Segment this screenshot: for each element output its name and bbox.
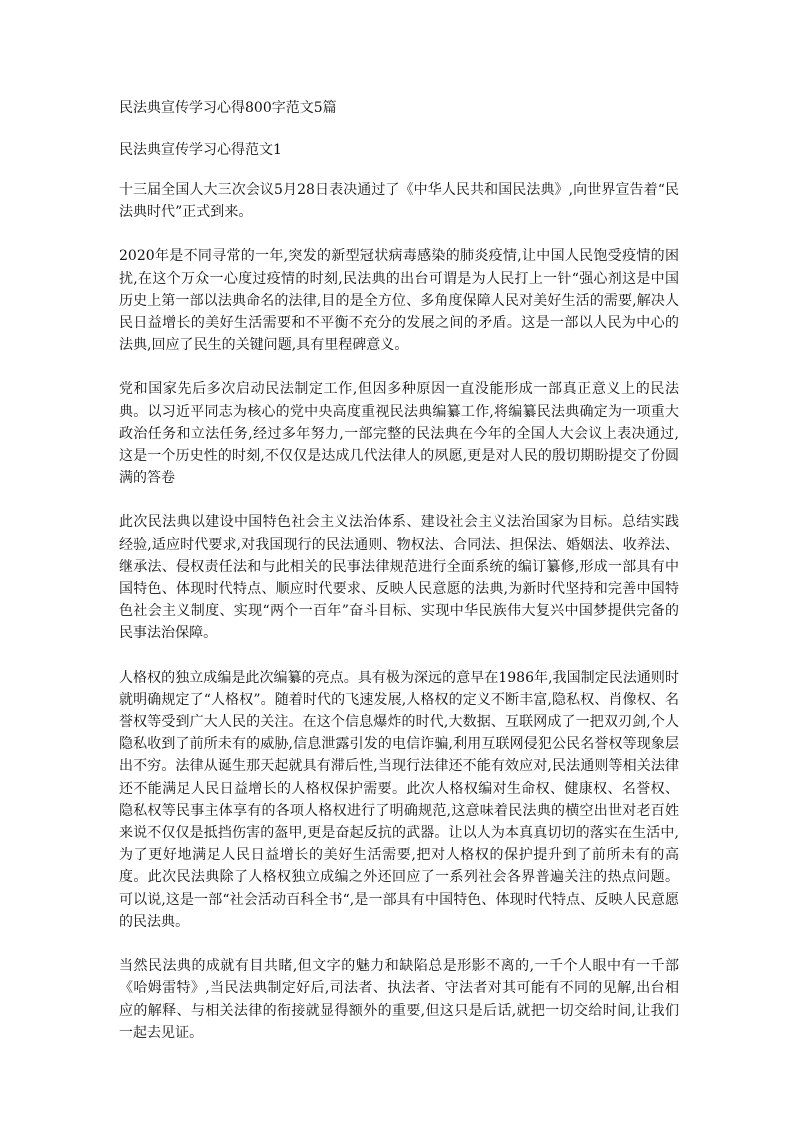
paragraph-1: 十三届全国人大三次会议5月28日表决通过了《中华人民共和国民法典》,向世界宣告着“民法典时代”正式到来。 <box>119 182 679 221</box>
document-title: 民法典宣传学习心得800字范文5篇 <box>119 100 337 116</box>
paragraph-6: 当然民法典的成就有目共睹,但文字的魅力和缺陷总是形影不离的,一千个人眼中有一千部《哈姆雷特》,当民法典制定好后,司法者、执法者、守法者对其可能有不同的见解,出台相应的解释、与相关法律的衔接就显得额外的重要,但这只是后话,就把一切交给时间,让我们一起去见证。 <box>119 958 679 1041</box>
section-title: 民法典宣传学习心得范文1 <box>119 142 282 158</box>
paragraph-5: 人格权的独立成编是此次编纂的亮点。具有极为深远的意早在1986年,我国制定民法通则时就明确规定了“人格权”。随着时代的飞速发展,人格权的定义不断丰富,隐私权、肖像权、名誉权等受到广大人民的关注。在这个信息爆炸的时代,大数据、互联网成了一把双刃剑,个人隐私收到了前所未有的威胁,信息泄露引发的电信诈骗,利用互联网侵犯公民名誉权等现象层出不穷。法律从诞生那天起就具有滞后性,当现行法律还不能有效应对,民法通则等相关法律还不能满足人民日益增长的人格权保护需要。此次人格权编对生命权、健康权、名誉权、隐私权等民事主体享有的各项人格权进行了明确规范,这意味着民法典的横空出世对老百姓来说不仅仅是抵挡伤害的盔甲,更是奋起反抗的武器。让以人为本真真切切的落实在生活中,为了更好地满足人民日益增长的美好生活需要,把对人格权的保护提升到了前所未有的高度。此次民法典除了人格权独立成编之外还回应了一系列社会各界普遍关注的热点问题。可以说,这是一部“社会活动百科全书“,是一部具有中国特色、体现时代特点、反映人民意愿的民法典。 <box>119 669 679 930</box>
document-body <box>119 179 679 1066</box>
paragraph-4: 此次民法典以建设中国特色社会主义法治体系、建设社会主义法治国家为目标。总结实践经验,适应时代要求,对我国现行的民法通则、物权法、合同法、担保法、婚姻法、收养法、继承法、侵权责任法和与此相关的民事法律规范进行全面系统的编订纂修,形成一部具有中国特色、体现时代特点、顺应时代要求、反映人民意愿的法典,为新时代坚持和完善中国特色社会主义制度、实现“两个一百年”奋斗目标、实现中华民族伟大复兴中国梦提供完备的民事法治保障。 <box>119 514 679 642</box>
paragraph-3: 党和国家先后多次启动民法制定工作,但因多种原因一直没能形成一部真正意义上的民法典。以习近平同志为核心的党中央高度重视民法典编纂工作,将编纂民法典确定为一项重大政治任务和立法任务,经过多年努力,一部完整的民法典在今年的全国人大会议上表决通过,这是一个历史性的时刻,不仅仅是达成几代法律人的夙愿,更是对人民的殷切期盼提交了份圆满的答卷 <box>119 381 679 487</box>
paragraph-2: 2020年是不同寻常的一年,突发的新型冠状病毒感染的肺炎疫情,让中国人民饱受疫情的困扰,在这个万众一心度过疫情的时刻,民法典的出台可谓是为人民打上一针“强心剂这是中国历史上第一部以法典命名的法律,目的是全方位、多角度保障人民对美好生活的需要,解决人民日益增长的美好生活需要和不平衡不充分的发展之间的矛盾。这是一部以人民为中心的法典,回应了民生的关键问题,具有里程碑意义。 <box>119 248 679 354</box>
